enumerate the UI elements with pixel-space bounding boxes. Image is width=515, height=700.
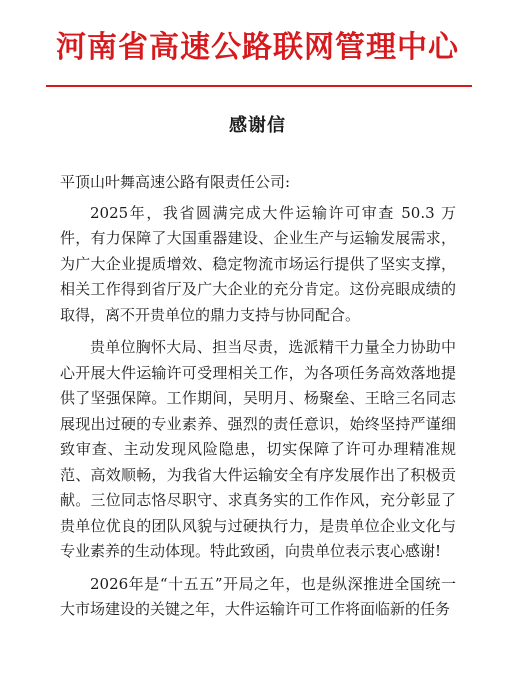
salutation: 平顶山叶舞高速公路有限责任公司:	[60, 173, 291, 191]
letterhead-organization-name: 河南省高速公路联网管理中心	[56, 30, 459, 65]
document-title: 感谢信	[229, 115, 286, 136]
letter-body	[60, 170, 456, 630]
paragraph-2: 贵单位胸怀大局、担当尽责，选派精干力量全力协助中心开展大件运输许可受理相关工作，为各项任务高效落地提供了坚强保障。工作期间，吴明月、杨聚垒、王晗三名同志展现出过硬的专业素养、强烈的责任意识，始终坚持严谨细致审查、主动发现风险隐患，切实保障了许可办理精准规范、高效顺畅，为我省大件运输安全有序发展作出了积极贡献。三位同志恪尽职守、求真务实的工作作风，充分彰显了贵单位优良的团队风貌与过硬执行力，是贵单位企业文化与专业素养的生动体现。特此致函，向贵单位表示衷心感谢!	[60, 338, 456, 560]
paragraph-3: 2026年是“十五五”开局之年，也是纵深推进全国统一大市场建设的关键之年，大件运输许可工作将面临新的任务	[60, 574, 456, 618]
letterhead-red-divider	[46, 85, 472, 87]
paragraph-1: 2025年，我省圆满完成大件运输许可审查 50.3 万件，有力保障了大国重器建设、企业生产与运输发展需求，为广大企业提质增效、稳定物流市场运行提供了坚实支撑，相关工作得到省厅及广大企业的充分肯定。这份亮眼成绩的取得，离不开贵单位的鼎力支持与协同配合。	[60, 203, 456, 324]
